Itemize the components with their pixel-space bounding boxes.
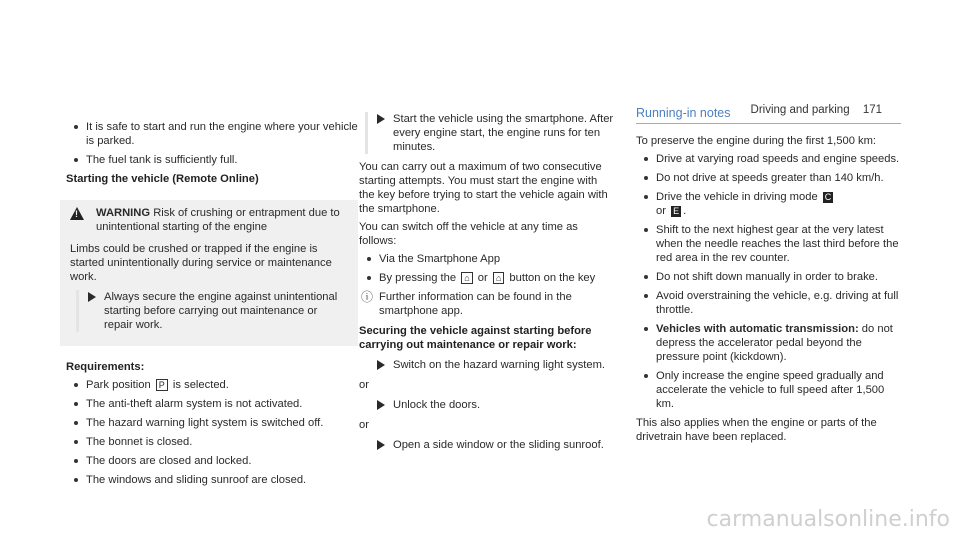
item-text: button on the key <box>509 272 596 284</box>
section-title: Running-in notes <box>636 106 901 124</box>
req-text: Park position <box>86 379 151 391</box>
watermark: carmanualsonline.info <box>706 507 950 532</box>
section-heading: Securing the vehicle against starting before carrying out maintenance or repair work: <box>359 325 592 351</box>
column-left <box>66 120 358 492</box>
paragraph: To preserve the engine during the first 1,500 km: <box>636 135 877 147</box>
item-text: or <box>656 205 666 217</box>
step: Open a side window or the sliding sunroof. <box>359 438 614 452</box>
warning-label: WARNING <box>96 207 151 219</box>
list-item: Do not shift down manually in order to brake. <box>636 270 901 284</box>
list-item: The doors are closed and locked. <box>66 454 358 468</box>
column-middle <box>359 113 614 458</box>
start-step: Start the vehicle using the smartphone. After every engine start, the engine runs for ten minutes. <box>368 112 614 154</box>
warning-triangle-icon <box>70 207 84 220</box>
section-heading: Starting the vehicle (Remote Online) <box>66 173 259 185</box>
requirements-list <box>66 378 358 487</box>
list-item: Via the Smartphone App <box>359 252 614 266</box>
lock-key-icon: ⌂ <box>461 272 472 284</box>
info-note <box>359 290 614 318</box>
start-step-block <box>365 112 614 154</box>
list-item: Do not drive at speeds greater than 140 km/h. <box>636 171 901 185</box>
list-item: The bonnet is closed. <box>66 435 358 449</box>
item-text: . <box>683 205 687 217</box>
list-item <box>636 322 901 364</box>
warning-header <box>70 206 348 234</box>
unlock-key-icon: ⌂ <box>493 272 504 284</box>
paragraph: You can carry out a maximum of two consecutive starting attempts. You must start the engine with the key before trying to start the vehicle again with the smartphone. <box>359 161 608 215</box>
or-text: or <box>359 419 369 431</box>
comfort-mode-icon: C <box>824 192 832 202</box>
list-item: Avoid overstraining the vehicle, e.g. driving at full throttle. <box>636 289 901 317</box>
or-text: or <box>359 379 369 391</box>
list-item: Shift to the next highest gear at the very latest when the needle reaches the last third before the red area in the rev counter. <box>636 223 901 265</box>
section-title: Driving and parking <box>750 104 850 116</box>
step: Unlock the doors. <box>359 398 614 412</box>
item-text: or <box>477 272 488 284</box>
requirements-heading: Requirements: <box>66 361 145 373</box>
req-text: is selected. <box>172 379 229 391</box>
list-item: The hazard warning light system is switched off. <box>66 416 358 430</box>
eco-mode-icon: E <box>673 206 680 216</box>
list-item <box>359 271 614 285</box>
paragraph: You can switch off the vehicle at any time as follows: <box>359 221 578 247</box>
running-in-list <box>636 152 901 411</box>
park-key-icon: P <box>156 379 168 391</box>
list-item: Only increase the engine speed gradually and accelerate the vehicle to full speed after 1,500 km. <box>636 369 901 411</box>
warning-body: Limbs could be crushed or trapped if the engine is started unintentionally during service or maintenance work. <box>70 243 332 283</box>
list-item <box>636 190 901 218</box>
list-item: The anti-theft alarm system is not activated. <box>66 397 358 411</box>
list-item: Drive at varying road speeds and engine speeds. <box>636 152 901 166</box>
item-text: By pressing the <box>379 272 457 284</box>
list-item: It is safe to start and run the engine where your vehicle is parked. <box>66 120 358 148</box>
item-text: do not depress the accelerator pedal beyond the pressure point (kickdown). <box>656 323 893 363</box>
page-number: 171 <box>862 104 882 116</box>
precondition-list <box>66 120 358 167</box>
step: Switch on the hazard warning light system. <box>359 358 614 372</box>
item-text: Drive the vehicle in driving mode <box>656 191 818 203</box>
warning-text: Risk of crushing or entrapment due to unintentional starting of the engine <box>96 207 340 233</box>
note-text: Further information can be found in the smartphone app. <box>379 291 572 317</box>
list-item: The fuel tank is sufficiently full. <box>66 153 358 167</box>
list-item: The windows and sliding sunroof are closed. <box>66 473 358 487</box>
list-item <box>66 378 358 392</box>
switch-off-list <box>359 252 614 285</box>
info-icon: ⓘ <box>361 290 374 304</box>
warning-box <box>60 200 358 346</box>
paragraph: This also applies when the engine or parts of the drivetrain have been replaced. <box>636 417 877 443</box>
item-bold: Vehicles with automatic transmission: <box>656 323 859 335</box>
warning-step-block <box>76 290 348 332</box>
warning-step: Always secure the engine against unintentional starting before carrying out maintenance or repair work. <box>79 290 348 332</box>
